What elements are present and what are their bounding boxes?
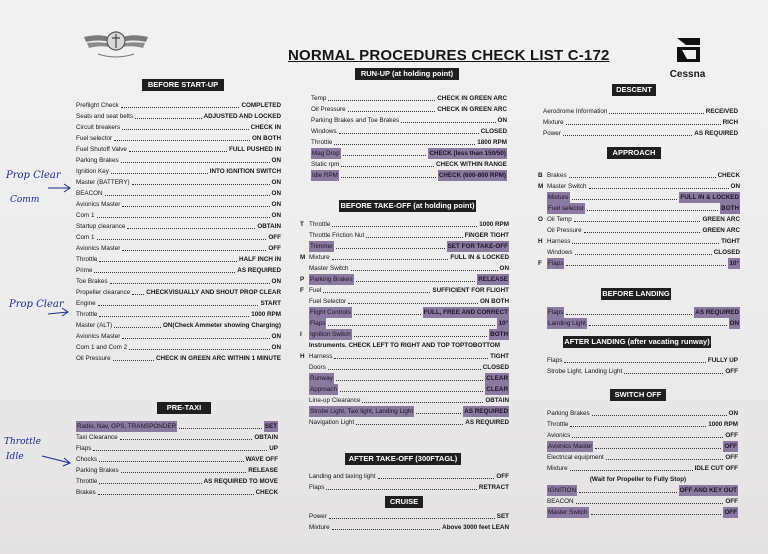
checklist-value: 1000 RPM [251, 311, 281, 318]
checklist-value: FULL PUSHED IN [228, 146, 281, 153]
checklist-item: Oil Pressure [547, 227, 582, 234]
checklist-value: SET [264, 423, 277, 430]
phase-letter: F [300, 287, 304, 294]
checklist-value: CHECK IN GREEN ARC WITHIN 1 MINUTE [155, 355, 281, 362]
checklist-value: 1800 RPM [477, 139, 507, 146]
checklist-item: Flaps [547, 357, 563, 364]
checklist-value: AS REQUIRED [694, 130, 738, 137]
checklist-item: Circuit breakers [76, 124, 121, 131]
handwritten-note-throttle: Throttle [4, 437, 41, 447]
checklist-value: CLOSED [713, 249, 740, 256]
checklist-item: Doors [309, 364, 326, 371]
checklist-item: Throttle [76, 478, 98, 485]
checklist-item: Chocks [76, 456, 97, 463]
phase-letter: H [300, 353, 305, 360]
checklist-item: Mixture [548, 194, 569, 201]
checklist-value: FINGER TIGHT [464, 232, 509, 239]
checklist-item: Avionics [547, 432, 571, 439]
checklist-item: Power [309, 513, 327, 520]
checklist-item: Avionics Master [548, 443, 593, 450]
checklist-value: ON [271, 179, 281, 186]
checklist-value: AS REQUIRED [464, 408, 508, 415]
checklist-value: ON [730, 183, 740, 190]
checklist-item: Fuel [309, 287, 322, 294]
checklist-value: AS REQUIRED [695, 309, 739, 316]
checklist-value: SUFFICIENT FOR FLIGHT [432, 287, 509, 294]
checklist-value: GREEN ARC [702, 227, 740, 234]
checklist-item: Throttle [547, 421, 569, 428]
checklist-item: Avionics Master [76, 333, 121, 340]
checklist-value: CHECKVISUALLY AND SHOUT PROP CLEAR [146, 289, 281, 296]
section-title-descent: DESCENT [612, 84, 656, 96]
checklist-item: Flaps [548, 260, 564, 267]
checklist-value: CHECK IN GREEN ARC [437, 106, 507, 113]
checklist-item: Com 1 [76, 212, 95, 219]
checklist-value: 10° [498, 320, 508, 327]
checklist-value: RICH [722, 119, 738, 126]
checklist-value: AS REQUIRED [465, 419, 509, 426]
checklist-item: Harness [309, 353, 333, 360]
checklist-item: Ignition Key [76, 168, 109, 175]
checklist-item: Master Switch [309, 265, 349, 272]
checklist-value: 1000 RPM [708, 421, 738, 428]
checklist-item: Avionics Master [76, 245, 121, 252]
checklist-value: ON [497, 117, 507, 124]
checklist-value: FULL IN & LOCKED [680, 194, 739, 201]
checklist-value: OFF [724, 443, 737, 450]
page-title: NORMAL PROCEDURES CHECK LIST C-172 [288, 47, 610, 64]
checklist-value: ON(Check Ammeter showing Charging) [162, 322, 281, 329]
phase-letter: F [538, 260, 542, 267]
checklist-value: ON [271, 333, 281, 340]
checklist-value: CLEAR [486, 386, 508, 393]
checklist-item: Temp [311, 95, 327, 102]
phase-letter: M [538, 183, 544, 190]
checklist-value: SET FOR TAKE-OFF [447, 243, 508, 250]
checklist-item: Parking Brakes [310, 276, 353, 283]
handwritten-note-comm: Comm [10, 195, 40, 205]
phase-letter: T [300, 221, 304, 228]
checklist-value: ON [271, 278, 281, 285]
checklist-value: ADJUSTED AND LOCKED [203, 113, 281, 120]
checklist-item: Taxi Clearance [76, 434, 118, 441]
checklist-value: RELEASE [478, 276, 508, 283]
checklist-item: Throttle Friction Nut [309, 232, 365, 239]
checklist-item: Harness [547, 238, 571, 245]
checklist-item: Preflight Check [76, 102, 119, 109]
checklist-item: Flight Controls [310, 309, 351, 316]
checklist-value: FULL, FREE AND CORRECT [423, 309, 508, 316]
checklist-item: Mixture [547, 465, 568, 472]
checklist-value: Above 3000 feet LEAN [442, 524, 509, 531]
checklist-value: CHECK WITHIN RANGE [435, 161, 507, 168]
phase-letter: I [300, 331, 302, 338]
checklist-item: Master Switch [548, 509, 588, 516]
checklist-value: SET [496, 513, 509, 520]
checklist-value: ON [271, 190, 281, 197]
checklist-item: Parking Brakes [547, 410, 590, 417]
handwritten-note-idle: Idle [6, 452, 24, 462]
checklist-value: CHECK IN [250, 124, 281, 131]
checklist-item: Oil Pressure [76, 355, 111, 362]
section-title-before-start-up: BEFORE START-UP [142, 79, 224, 91]
phase-letter: B [538, 172, 543, 179]
checklist-item: BEACON [76, 190, 103, 197]
checklist-value: OFF [725, 454, 738, 461]
checklist-value: ON [729, 320, 739, 327]
checklist-value: OFF [725, 432, 738, 439]
checklist-item: Mag Drop [312, 150, 340, 157]
checklist-item: Seats and seat belts [76, 113, 134, 120]
checklist-value: ON [271, 212, 281, 219]
checklist-value: GREEN ARC [702, 216, 740, 223]
checklist-value: HALF INCH IN [239, 256, 281, 263]
phase-letter: M [300, 254, 306, 261]
brand-name: Cessna [669, 69, 706, 80]
checklist-item: Startup clearance [76, 223, 126, 230]
checklist-item: Prime [76, 267, 93, 274]
checklist-value: RECEIVED [705, 108, 738, 115]
checklist-item: Master (ALT) [76, 322, 113, 329]
checklist-item: Oil Temp [547, 216, 572, 223]
checklist-item: Fuel selector [548, 205, 585, 212]
checklist-value: CHECK [255, 489, 278, 496]
checklist-item: Throttle [76, 256, 98, 263]
section-title-approach: APPROACH [607, 147, 661, 159]
checklist-value: OBTAIN [257, 223, 281, 230]
phase-letter: O [538, 216, 543, 223]
checklist-item: Mixture [309, 524, 330, 531]
checklist-value: ON [271, 157, 281, 164]
checklist-value: ON BOTH [251, 135, 281, 142]
checklist-value: COMPLETED [241, 102, 281, 109]
section-title-switch-off: SWITCH OFF [610, 389, 666, 401]
checklist-value: ON [271, 201, 281, 208]
section-title-before-landing: BEFORE LANDING [602, 289, 670, 298]
checklist-value: CHECK (less than 150/50) [429, 150, 506, 157]
checklist-item: Com 1 [76, 234, 95, 241]
checklist-item: Line-up Clearance [309, 397, 361, 404]
checklist-item: Landing Light [548, 320, 586, 327]
handwritten-note-prop-clear-2: Prop Clear [9, 299, 64, 310]
checklist-item: Parking Brakes [76, 467, 119, 474]
checklist-value: INTO IGNITION SWITCH [209, 168, 281, 175]
checklist-item: IGNITION [548, 487, 576, 494]
phase-letter: H [538, 238, 543, 245]
checklist-item: Electrical equipment [547, 454, 604, 461]
checklist-item: Master (BATTERY) [76, 179, 130, 186]
checklist-value: ON BOTH [479, 298, 509, 305]
checklist-item: Radio, Nav, GPS, TRANSPONDER [77, 423, 177, 430]
checklist-value: ON [271, 344, 281, 351]
checklist-item: BEACON [547, 498, 574, 505]
checklist-value: ON [499, 265, 509, 272]
checklist-value: FULL IN & LOCKED [450, 254, 509, 261]
checklist-item: Idle RPM [312, 172, 338, 179]
checklist-item: Windows [311, 128, 337, 135]
checklist-item: Avionics Master [76, 201, 121, 208]
section-title-after-takeoff: AFTER TAKE-OFF (300FTAGL) [345, 453, 461, 465]
checklist-item: Com 1 and Com 2 [76, 344, 128, 351]
checklist-item: Ignition Switch [310, 331, 351, 338]
checklist-item: Parking Brakes and Toe Brakes [311, 117, 400, 124]
checklist-value: OFF [724, 509, 737, 516]
checklist-value: 1000 RPM [479, 221, 509, 228]
checklist-item: Approach [310, 386, 337, 393]
checklist-value: BOTH [490, 331, 508, 338]
checklist-item: Fuel Shutoff Valve [76, 146, 127, 153]
checklist-item: Flaps [309, 484, 325, 491]
checklist-item: Mixture [309, 254, 330, 261]
checklist-item: Engine [76, 300, 96, 307]
checklist-value: OFF AND KEY OUT [679, 487, 737, 494]
checklist-value: 10° [729, 260, 739, 267]
checklist-value: CHECK IN GREEN ARC [437, 95, 507, 102]
section-title-after-landing: AFTER LANDING (after vacating runway) [564, 337, 710, 346]
checklist-value: BOTH [721, 205, 739, 212]
checklist-value: RELEASE [248, 467, 278, 474]
checklist-value: TIGHT [490, 353, 509, 360]
checklist-value: OFF [725, 498, 738, 505]
section-title-cruise: CRUISE [385, 496, 423, 508]
checklist-item: Throttle [76, 311, 98, 318]
checklist-item: Runway [310, 375, 333, 382]
checklist-item: Power [543, 130, 561, 137]
checklist-value: WAVE OFF [245, 456, 278, 463]
checklist-value: AS REQUIRED [237, 267, 281, 274]
checklist-item: Strobe Light, Landing Light [547, 368, 623, 375]
checklist-value: UP [269, 445, 278, 452]
checklist-item: Brakes [547, 172, 567, 179]
checklist-value: OFF [268, 234, 281, 241]
checklist-item: Windows [547, 249, 573, 256]
checklist-item: Trimmer [310, 243, 334, 250]
checklist-value: RETRACT [478, 484, 509, 491]
checklist-value: CLOSED [482, 364, 509, 371]
checklist-item: Static rpm [311, 161, 340, 168]
section-title-before-takeoff: BEFORE TAKE-OFF (at holding point) [340, 201, 475, 210]
checklist-item: Toe Brakes [76, 278, 108, 285]
checklist-item: Propeller clearance [76, 289, 131, 296]
checklist-item: Flaps [310, 320, 326, 327]
checklist-value: OFF [496, 473, 509, 480]
checklist-value: OFF [725, 368, 738, 375]
checklist-value: TIGHT [721, 238, 740, 245]
checklist-value: FULLY UP [707, 357, 738, 364]
checklist-item: Mixture [543, 119, 564, 126]
handwritten-note-prop-clear: Prop Clear [6, 170, 61, 181]
checklist-item: Throttle [311, 139, 333, 146]
checklist-item: Landing and taxing light [309, 473, 376, 480]
checklist-item: Aerodrome Information [543, 108, 608, 115]
checklist-item: Master Switch [547, 183, 587, 190]
section-title-run-up: RUN-UP (at holding point) [355, 68, 459, 80]
checklist-item: Fuel selector [76, 135, 113, 142]
checklist-item: Oil Pressure [311, 106, 346, 113]
checklist-note: Instruments. CHECK LEFT TO RIGHT AND TOP TOPTOBOTTOM [308, 342, 501, 349]
checklist-value: CLOSED [480, 128, 507, 135]
checklist-value: START [260, 300, 281, 307]
checklist-item: Flaps [76, 445, 92, 452]
checklist-item: Strobe Light, Taxi light, Landing Light [310, 408, 414, 415]
section-title-pre-taxi: PRE-TAXI [157, 402, 211, 414]
checklist-value: IDLE CUT OFF [694, 465, 738, 472]
checklist-value: CHECK [717, 172, 740, 179]
checklist-note: (Wait for Propeller to Fully Stop) [589, 476, 687, 483]
checklist-item: Fuel Selector [309, 298, 347, 305]
checklist-value: OFF [268, 245, 281, 252]
checklist-item: Flaps [548, 309, 564, 316]
checklist-value: ON [728, 410, 738, 417]
checklist-item: Navigation Light [309, 419, 355, 426]
checklist-value: CHECK (600-800 RPM) [438, 172, 506, 179]
checklist-item: Brakes [76, 489, 96, 496]
checklist-value: CLEAR [486, 375, 508, 382]
checklist-value: AS REQUIRED TO MOVE [203, 478, 278, 485]
checklist-value: OBTAIN [485, 397, 509, 404]
checklist-value: OBTAIN [254, 434, 278, 441]
checklist-item: Throttle [309, 221, 331, 228]
checklist-item: Parking Brakes [76, 157, 119, 164]
phase-letter: P [300, 276, 305, 283]
